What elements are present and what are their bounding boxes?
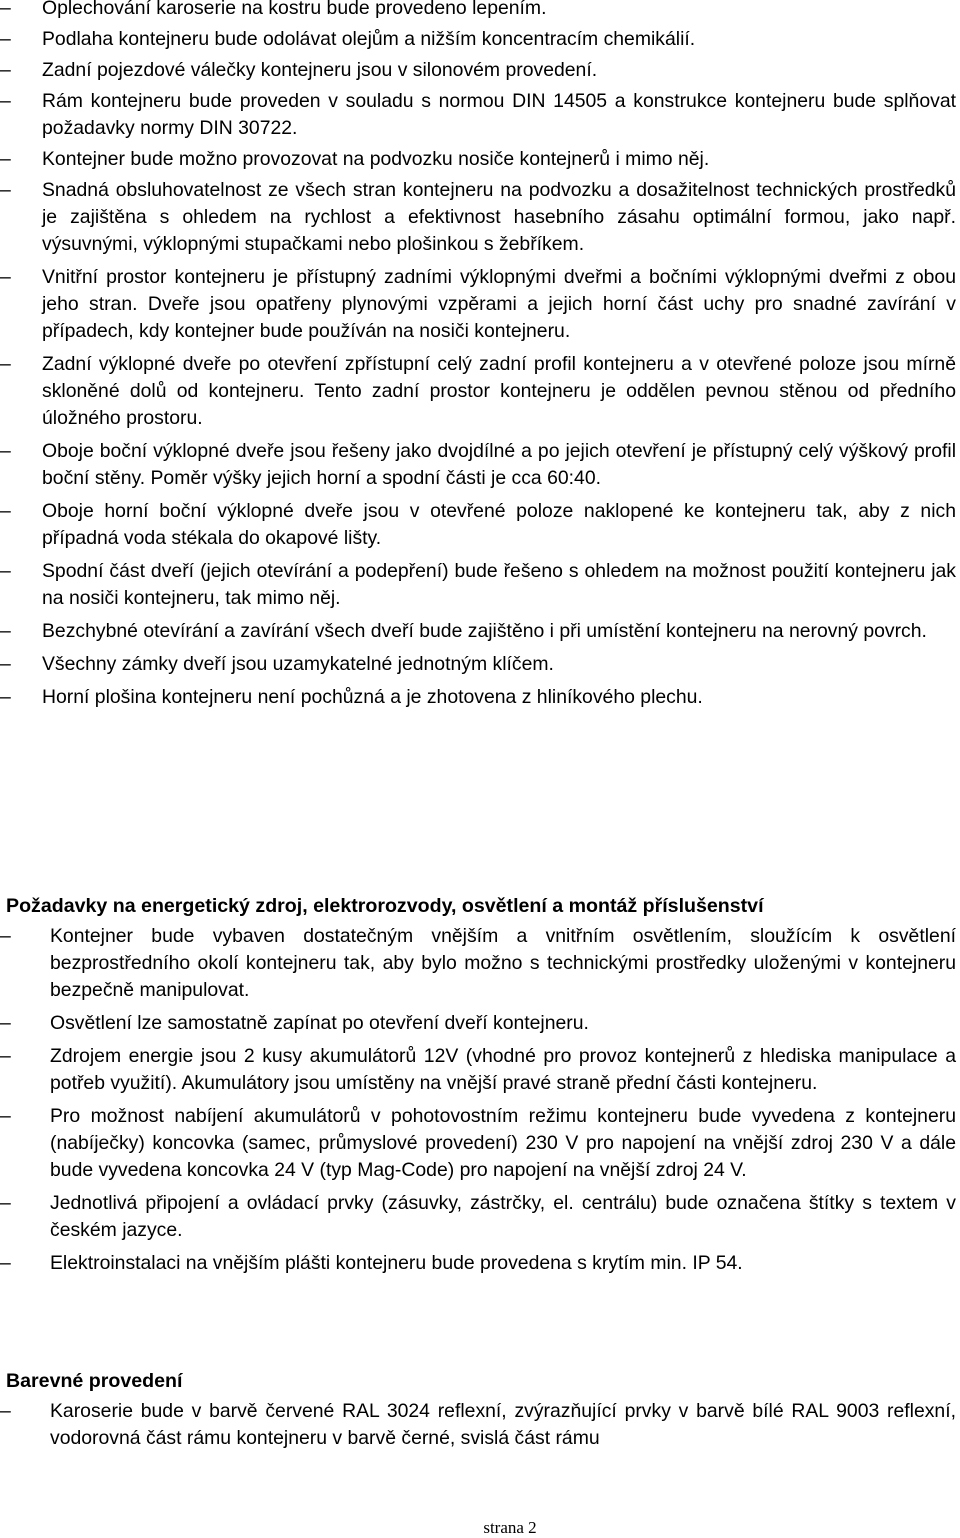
list-item (0, 0, 956, 22)
list-item-text: Jednotlivá připojení a ovládací prvky (zásuvky, zástrčky, el. centrálu) bude označena štítky s textem v českém jazyce. (50, 1192, 956, 1241)
dash-bullet: – (0, 1045, 11, 1067)
dash-bullet: – (0, 148, 11, 170)
list-item (0, 88, 956, 142)
list-item-text: Kontejner bude možno provozovat na podvozku nosiče kontejnerů i mimo něj. (42, 148, 710, 170)
dash-bullet: – (0, 686, 11, 708)
list-item (0, 438, 956, 492)
container-spec-list (0, 0, 956, 717)
list-item-text: Pro možnost nabíjení akumulátorů v pohotovostním režimu kontejneru bude vyvedena z kontejneru (nabíječky) koncovka (samec, průmyslové provedení) 230 V pro napojení na vnější zdroj 230 V a dále bude vyvedena koncovka 24 V (typ Mag-Code) pro napojení na vnější zdroj 24 V. (50, 1105, 956, 1181)
list-item-text: Karoserie bude v barvě červené RAL 3024 reflexní, zvýrazňující prvky v barvě bílé RAL 9003 reflexní, vodorovná část rámu kontejneru v barvě černé, svislá část rámu (50, 1400, 956, 1449)
list-item (0, 146, 956, 173)
section-heading-power: Požadavky na energetický zdroj, elektrorozvody, osvětlení a montáž příslušenství (6, 895, 764, 917)
list-item (0, 498, 956, 552)
list-item-text: Bezchybné otevírání a zavírání všech dveří bude zajištěno i při umístění kontejneru na nerovný povrch. (42, 620, 927, 642)
dash-bullet: – (0, 1105, 11, 1127)
list-item (0, 264, 956, 345)
dash-bullet: – (0, 266, 11, 288)
page-number (0, 1518, 960, 1538)
page-number-text: strana 2 (483, 1518, 537, 1537)
dash-bullet: – (0, 560, 11, 582)
power-requirements-list (0, 923, 956, 1283)
dash-bullet: – (0, 1252, 11, 1274)
list-item-text: Podlaha kontejneru bude odolávat olejům a nižším koncentracím chemikálií. (42, 28, 696, 50)
list-item (0, 618, 956, 645)
dash-bullet: – (0, 1012, 11, 1034)
dash-bullet: – (0, 179, 11, 201)
list-item-text: Osvětlení lze samostatně zapínat po otevření dveří kontejneru. (50, 1012, 589, 1034)
list-item-text: Spodní část dveří (jejich otevírání a podepření) bude řešeno s ohledem na možnost použití kontejneru jak na nosiči kontejneru, tak mimo něj. (42, 560, 956, 609)
list-item-text: Zadní výklopné dveře po otevření zpřístupní celý zadní profil kontejneru a v otevřené poloze jsou mírně skloněné dolů od kontejneru. Tento zadní prostor kontejneru je oddělen pevnou stěnou od předního úložného prostoru. (42, 353, 956, 429)
list-item (0, 651, 956, 678)
list-item-text: Vnitřní prostor kontejneru je přístupný zadními výklopnými dveřmi a bočními výklopnými dveřmi z obou jeho stran. Dveře jsou opatřeny plynovými vzpěrami a jejich horní část uchy pro snadné zavírání v případech, kdy kontejner bude používán na nosiči kontejneru. (42, 266, 956, 342)
list-item (0, 351, 956, 432)
list-item-text: Kontejner bude vybaven dostatečným vnějším a vnitřním osvětlením, sloužícím k osvětlení bezprostředního okolí kontejneru tak, aby bylo možno s technickými prostředky uloženými v kontejneru bezpečně manipulovat. (50, 925, 956, 1001)
dash-bullet: – (0, 653, 11, 675)
list-item (0, 1190, 956, 1244)
dash-bullet: – (0, 0, 11, 19)
list-item (0, 1103, 956, 1184)
list-item-text: Snadná obsluhovatelnost ze všech stran kontejneru na podvozku a dosažitelnost technických prostředků je zajištěna s ohledem na rychlost a efektivnost hasebního zásahu optimální formou, jako např. výsuvnými, výklopnými stupačkami nebo plošinkou s žebříkem. (42, 179, 956, 255)
dash-bullet: – (0, 28, 11, 50)
dash-bullet: – (0, 1192, 11, 1214)
dash-bullet: – (0, 353, 11, 375)
list-item-text: Zdrojem energie jsou 2 kusy akumulátorů 12V (vhodné pro provoz kontejnerů z hlediska manipulace a potřeb využití). Akumulátory jsou umístěny na vnější pravé straně přední části kontejneru. (50, 1045, 956, 1094)
list-item-text: Oboje boční výklopné dveře jsou řešeny jako dvojdílné a po jejich otevření je přístupný celý výškový profil boční stěny. Poměr výšky jejich horní a spodní části je cca 60:40. (42, 440, 956, 489)
list-item (0, 1010, 956, 1037)
section-heading-color: Barevné provedení (6, 1370, 183, 1392)
list-item-text: Oplechování karoserie na kostru bude provedeno lepením. (42, 0, 547, 19)
list-item (0, 26, 956, 53)
list-item (0, 558, 956, 612)
list-item (0, 923, 956, 1004)
list-item-text: Zadní pojezdové válečky kontejneru jsou v silonovém provedení. (42, 59, 598, 81)
list-item (0, 1250, 956, 1277)
list-item (0, 1043, 956, 1097)
dash-bullet: – (0, 440, 11, 462)
dash-bullet: – (0, 925, 11, 947)
list-item-text: Rám kontejneru bude proveden v souladu s normou DIN 14505 a konstrukce kontejneru bude splňovat požadavky normy DIN 30722. (42, 90, 956, 139)
color-spec-list (0, 1398, 956, 1458)
list-item (0, 684, 956, 711)
list-item-text: Horní plošina kontejneru není pochůzná a je zhotovena z hliníkového plechu. (42, 686, 703, 708)
list-item (0, 1398, 956, 1452)
dash-bullet: – (0, 500, 11, 522)
list-item-text: Oboje horní boční výklopné dveře jsou v otevřené poloze naklopené ke kontejneru tak, aby z nich případná voda stékala do okapové lišty. (42, 500, 956, 549)
list-item (0, 57, 956, 84)
list-item-text: Elektroinstalaci na vnějším plášti kontejneru bude provedena s krytím min. IP 54. (50, 1252, 743, 1274)
list-item (0, 177, 956, 258)
dash-bullet: – (0, 620, 11, 642)
list-item-text: Všechny zámky dveří jsou uzamykatelné jednotným klíčem. (42, 653, 554, 675)
dash-bullet: – (0, 1400, 11, 1422)
dash-bullet: – (0, 90, 11, 112)
dash-bullet: – (0, 59, 11, 81)
